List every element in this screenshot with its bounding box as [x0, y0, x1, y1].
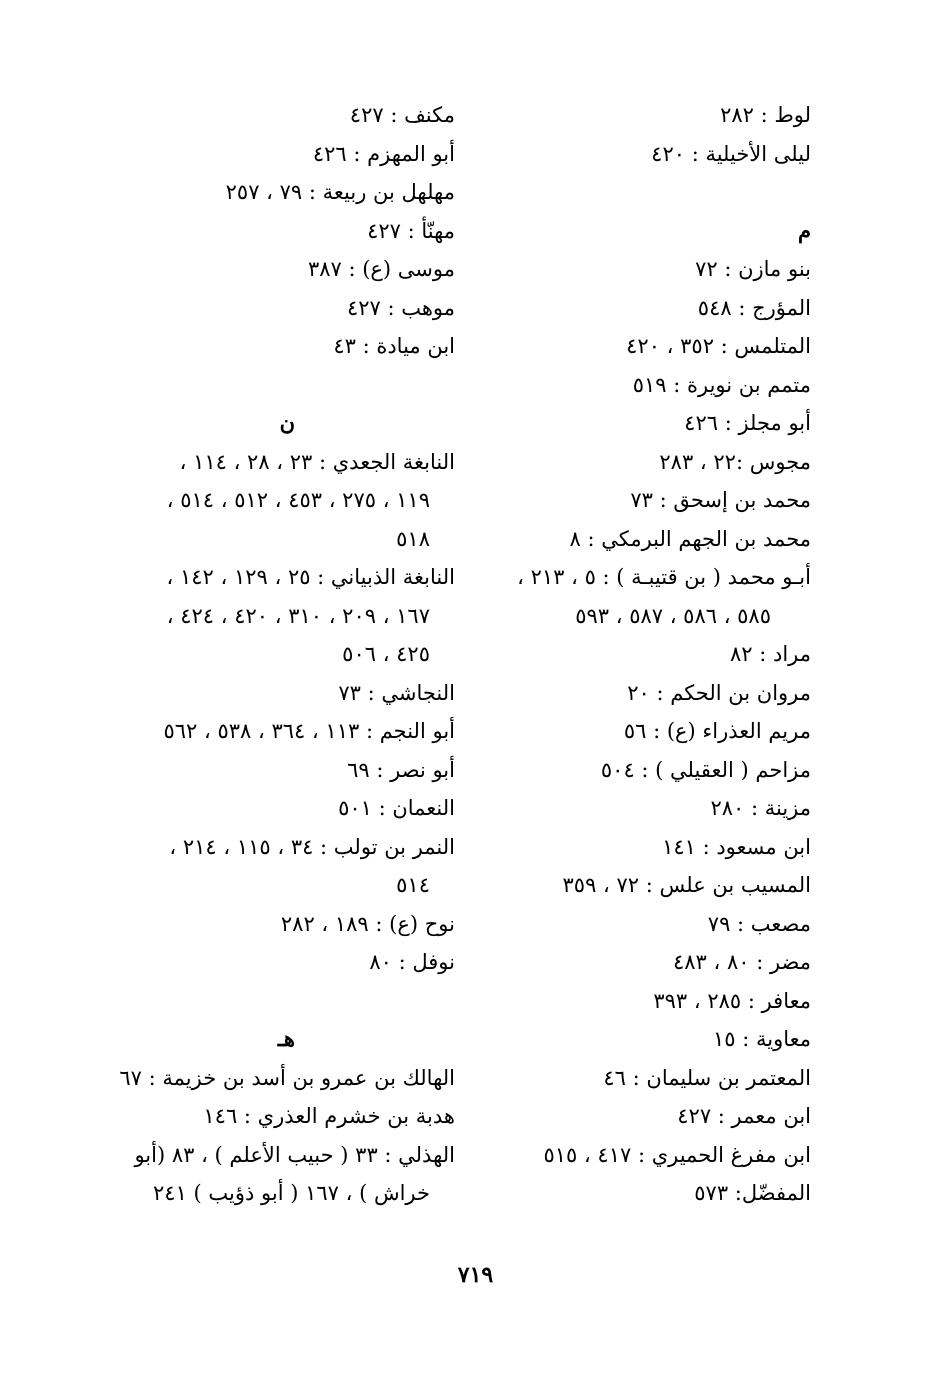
index-entry: أبو نصر : ٦٩: [347, 757, 455, 782]
spacer: [115, 982, 455, 1021]
entry-group: [481, 250, 811, 1213]
index-entry: نوفل : ٨٠: [369, 950, 455, 974]
index-entry: ابن مفرغ الحميري : ٤١٧ ، ٥١٥: [543, 1142, 811, 1167]
index-entry-continuation: خراش ) ، ١٦٧ ( أبو ذؤيب ) ٢٤١: [153, 1181, 430, 1205]
letter-heading-nun: ن: [279, 410, 295, 435]
index-entry: المؤرج : ٥٤٨: [697, 295, 811, 320]
index-entry: بنو مازن : ٧٢: [695, 257, 811, 281]
index-entry: النعمان : ٥٠١: [338, 796, 455, 820]
index-entry: مهلهل بن ربيعة : ٧٩ ، ٢٥٧: [225, 180, 455, 204]
index-entry: أبو المهزم : ٤٢٦: [312, 141, 455, 166]
index-entry: مراد : ٨٢: [729, 642, 811, 666]
entry-group: [115, 443, 455, 982]
index-entry: مزينة : ٢٨٠: [710, 796, 811, 820]
letter-heading-ha: هـ: [277, 1026, 295, 1051]
index-entry: النابغة الجعدي : ٢٣ ، ٢٨ ، ١١٤ ،: [179, 449, 455, 474]
index-entry: النابغة الذبياني : ٢٥ ، ١٢٩ ، ١٤٢ ،: [166, 565, 455, 589]
index-entry: مروان بن الحكم : ٢٠: [627, 680, 811, 705]
index-entry: المتلمس : ٣٥٢ ، ٤٢٠: [626, 334, 811, 358]
index-entry-continuation: ٥١٨: [396, 526, 430, 551]
index-entry: أبـو محمد ( بن قتيبـة ) : ٥ ، ٢١٣ ،: [517, 565, 811, 589]
index-entry: ليلى الأخيلية : ٤٢٠: [651, 141, 811, 166]
index-entry: الهذلي : ٣٣ ( حبيب الأعلم ) ، ٨٣ (أبو: [134, 1142, 455, 1167]
entry-group: [481, 96, 811, 173]
index-entry: موهب : ٤٢٧: [346, 295, 455, 320]
index-entry: محمد بن الجهم البرمكي : ٨: [569, 526, 811, 551]
index-entry-continuation: ٥٨٥ ، ٥٨٦ ، ٥٨٧ ، ٥٩٣: [575, 603, 771, 628]
index-entry: محمد بن إسحق : ٧٣: [630, 488, 811, 512]
index-entry: هدبة بن خشرم العذري : ١٤٦: [203, 1104, 455, 1128]
entry-group: [115, 96, 455, 366]
index-entry: مهنّأ : ٤٢٧: [367, 218, 455, 243]
spacer: [481, 173, 811, 212]
index-entry: المعتمر بن سليمان : ٤٦: [603, 1065, 811, 1090]
letter-heading-mim: م: [797, 217, 811, 243]
index-entry: معافر : ٢٨٥ ، ٣٩٣: [653, 988, 811, 1013]
index-entry: مزاحم ( العقيلي ) : ٥٠٤: [600, 757, 811, 782]
index-entry: أبو النجم : ١١٣ ، ٣٦٤ ، ٥٣٨ ، ٥٦٢: [163, 719, 455, 743]
index-entry: أبو مجلز : ٤٢٦: [684, 411, 811, 435]
spacer: [115, 366, 455, 405]
index-entry: المسيب بن علس : ٧٢ ، ٣٥٩: [562, 873, 811, 897]
index-entry: النجاشي : ٧٣: [338, 680, 455, 705]
index-entry: مريم العذراء (ع) : ٥٦: [623, 719, 811, 743]
left-index-column: [115, 96, 455, 1213]
index-entry: موسى (ع) : ٣٨٧: [307, 257, 455, 281]
index-entry-continuation: ٤٢٥ ، ٥٠٦: [342, 642, 430, 666]
index-entry: لوط : ٢٨٢: [720, 103, 811, 127]
index-entry: مكنف : ٤٢٧: [349, 103, 455, 127]
index-entry: نوح (ع) : ١٨٩ ، ٢٨٢: [280, 911, 455, 936]
index-entry: مصعب : ٧٩: [707, 911, 811, 936]
index-entry: الهالك بن عمرو بن أسد بن خزيمة : ٦٧: [119, 1065, 455, 1090]
index-entry: النمر بن تولب : ٣٤ ، ١١٥ ، ٢١٤ ،: [169, 834, 455, 859]
index-entry: المفضّل: ٥٧٣: [694, 1181, 811, 1205]
index-entry: مجوس :٢٢ ، ٢٨٣: [659, 449, 811, 474]
index-entry-continuation: ٥١٤: [396, 873, 430, 897]
index-entry: معاوية : ١٥: [712, 1027, 811, 1051]
index-entry: ابن مسعود : ١٤١: [662, 834, 811, 859]
index-entry: ابن معمر : ٤٢٧: [677, 1104, 811, 1128]
index-entry-continuation: ١٦٧ ، ٢٠٩ ، ٣١٠ ، ٤٢٠ ، ٤٢٤ ،: [166, 603, 430, 628]
index-entry: ابن ميادة : ٤٣: [333, 334, 455, 358]
index-entry: متمم بن نويرة : ٥١٩: [632, 372, 811, 397]
right-index-column: [481, 96, 811, 1213]
index-entry: مضر : ٨٠ ، ٤٨٣: [672, 950, 811, 974]
entry-group: [115, 1059, 455, 1213]
index-entry-continuation: ١١٩ ، ٢٧٥ ، ٤٥٣ ، ٥١٢ ، ٥١٤ ،: [166, 488, 430, 512]
page-number: ٧١٩: [457, 1262, 494, 1288]
